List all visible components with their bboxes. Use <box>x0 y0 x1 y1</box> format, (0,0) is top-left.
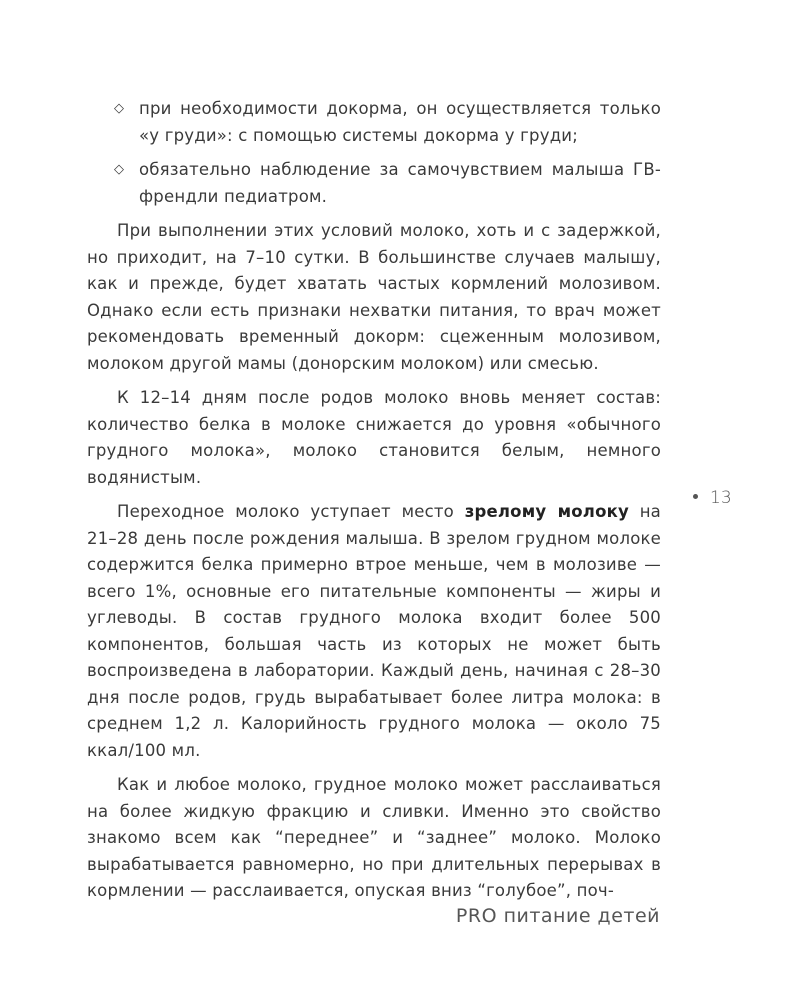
diamond-bullet-icon: ◇ <box>114 101 125 116</box>
bullet-text: при необходимости докорма, он осуществляется только «у груди»: с помощью системы докорма у груди; <box>139 99 661 145</box>
diamond-bullet-icon: ◇ <box>114 162 125 177</box>
paragraph-composition-change: К 12–14 дням после родов молоко вновь меняет состав: количество белка в молоке снижается до уровня «обычного грудного молока», молоко становится белым, немного водянистым. <box>87 388 661 487</box>
paragraph-milk-layers: Как и любое молоко, грудное молоко может расслаиваться на более жидкую фракцию и сливки. Именно это свойство знакомо всем как “переднее” и “заднее” молоко. Молоко вырабатывается равномерно, но при длительных перерывах в кормлении — расслаивается, опуская вниз “голубое”, поч- <box>87 775 661 900</box>
body-text <box>87 96 661 913</box>
page-number <box>693 488 732 508</box>
mature-milk-rest: на 21–28 день после рождения малыша. В зрелом грудном молоке содержится белка примерно втрое меньше, чем в молозиве — всего 1%, основные его питательные компоненты — жиры и углеводы. В состав грудного молока входит более 500 компонентов, большая часть из которых не может быть воспроизведена в лаборатории. Каждый день, начиная с 28–30 дня после родов, грудь вырабатывает более литра молока: в среднем 1,2 л. Калорийность грудного молока — около 75 ккал/100 мл. <box>87 502 661 760</box>
page-number-value: 13 <box>710 488 732 508</box>
running-footer: PRO питание детей <box>455 905 660 927</box>
list-item <box>87 96 661 149</box>
dot-icon <box>693 494 698 499</box>
list-item <box>87 157 661 210</box>
mature-milk-lead: Переходное молоко уступает место <box>117 502 465 521</box>
mature-milk-term: зрелому молоку <box>464 502 629 521</box>
paragraph-mature-milk <box>87 499 661 764</box>
bullet-text: обязательно наблюдение за самочувствием малыша ГВ-френдли педиатром. <box>139 160 661 206</box>
paragraph-milk-arrival: При выполнении этих условий молоко, хоть и с задержкой, но приходит, на 7–10 сутки. В большинстве случаев малышу, как и прежде, будет хватать частых кормлений молозивом. Однако если есть признаки нехватки питания, то врач может рекомендовать временный докорм: сцеженным молозивом, молоком другой мамы (донорским молоком) или смесью. <box>87 221 661 373</box>
bullet-list <box>87 96 661 210</box>
